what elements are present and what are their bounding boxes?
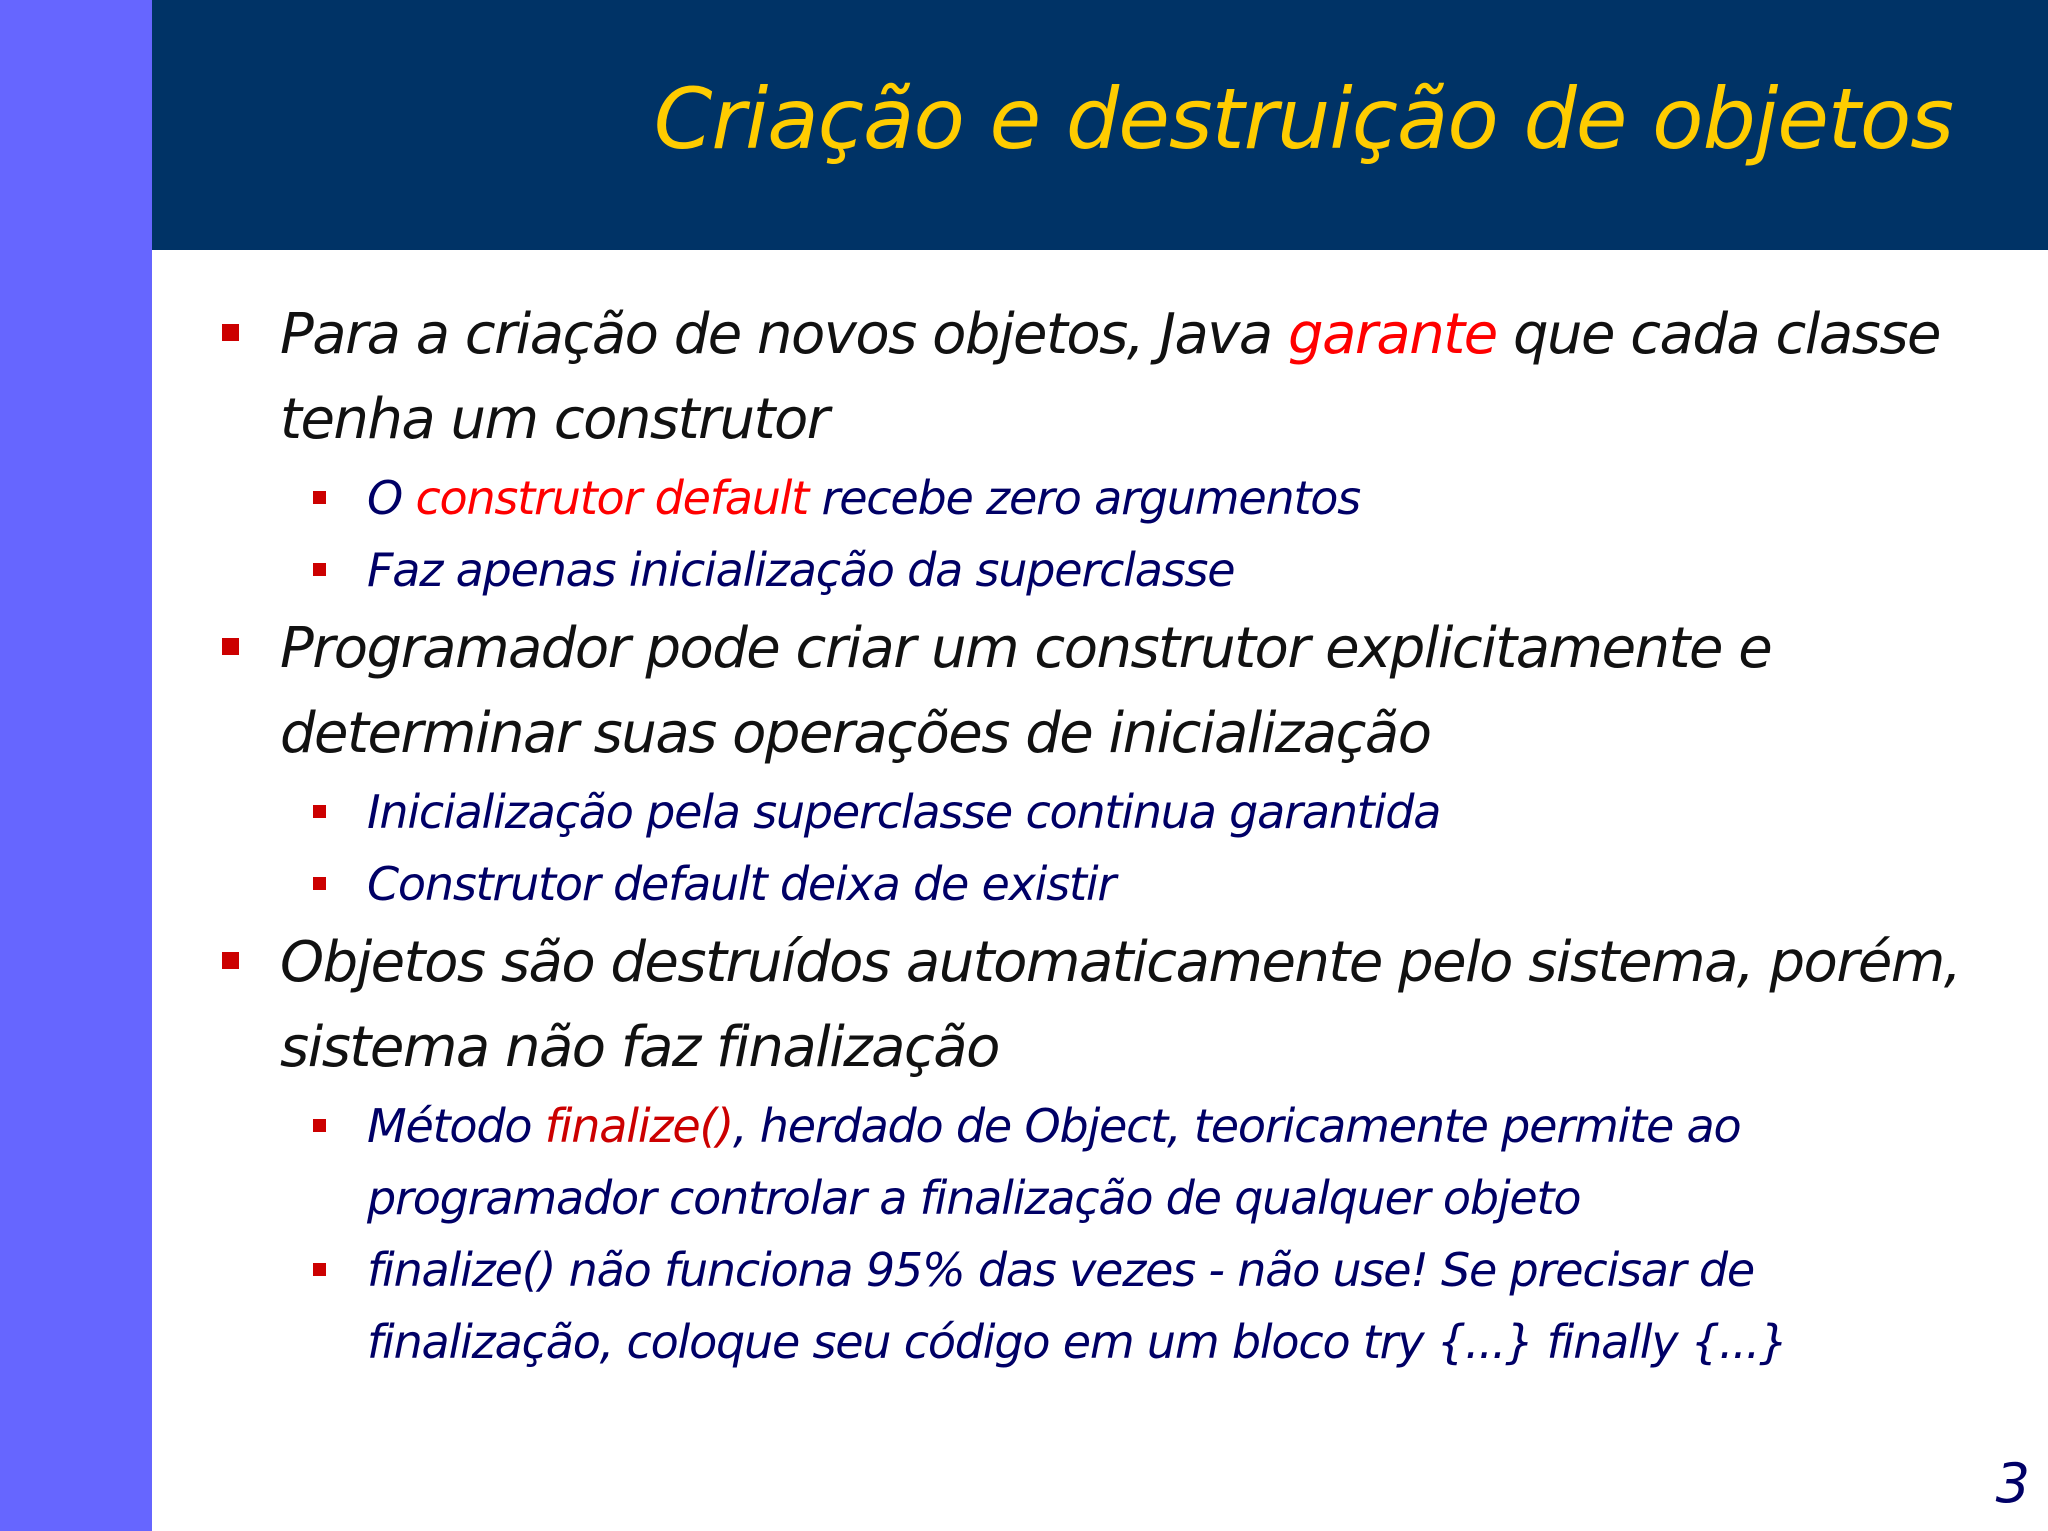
highlight-construtor-default: construtor default <box>415 471 809 525</box>
bullet-square-icon <box>222 952 239 969</box>
bullet-square-icon <box>313 563 326 576</box>
sub-bullet-default-constructor <box>210 462 2010 534</box>
sub-bullet-text: Inicialização pela superclasse continua garantida <box>367 785 1441 839</box>
bullet-square-icon <box>222 638 239 655</box>
sub-bullet-superclass-init <box>210 534 2010 606</box>
highlight-garante: garante <box>1288 302 1497 367</box>
bullet-java-constructor <box>210 292 2010 462</box>
sub-bullet-text: Método finalize(), herdado de Object, teoricamente permite ao programador controlar a finalização de qualquer objeto <box>367 1099 1741 1225</box>
slide-title: Criação e destruição de objetos <box>653 70 1953 168</box>
bullet-square-icon <box>313 491 326 504</box>
bullet-square-icon <box>313 805 326 818</box>
bullet-square-icon <box>222 324 239 341</box>
sub-bullet-finalize-method <box>210 1090 2010 1234</box>
sub-bullet-text: O construtor default recebe zero argumentos <box>367 471 1360 525</box>
bullet-text: Programador pode criar um construtor explicitamente e determinar suas operações de inicialização <box>280 616 1772 766</box>
bullet-object-destruction <box>210 920 2010 1090</box>
title-bar <box>152 0 2048 250</box>
bullet-explicit-constructor <box>210 606 2010 776</box>
bullet-text: Objetos são destruídos automaticamente pelo sistema, porém, sistema não faz finalização <box>280 930 1961 1080</box>
sub-bullet-finalize-warning <box>210 1234 2010 1378</box>
sub-bullet-text: Faz apenas inicialização da superclasse <box>367 543 1235 597</box>
bullet-square-icon <box>313 1119 326 1132</box>
page-number: 3 <box>1995 1452 2030 1515</box>
slide-body <box>210 292 2010 1378</box>
sidebar-stripe <box>0 0 152 1531</box>
sub-bullet-text: Construtor default deixa de existir <box>367 857 1116 911</box>
sub-bullet-superclass-guaranteed <box>210 776 2010 848</box>
sub-bullet-default-removed <box>210 848 2010 920</box>
bullet-square-icon <box>313 877 326 890</box>
sub-bullet-text: finalize() não funciona 95% das vezes - não use! Se precisar de finalização, coloque seu código em um bloco try {...} finally {...} <box>367 1243 1788 1369</box>
bullet-square-icon <box>313 1263 326 1276</box>
highlight-finalize: finalize() <box>544 1099 733 1153</box>
bullet-text: Para a criação de novos objetos, Java garante que cada classe tenha um construtor <box>280 302 1940 452</box>
